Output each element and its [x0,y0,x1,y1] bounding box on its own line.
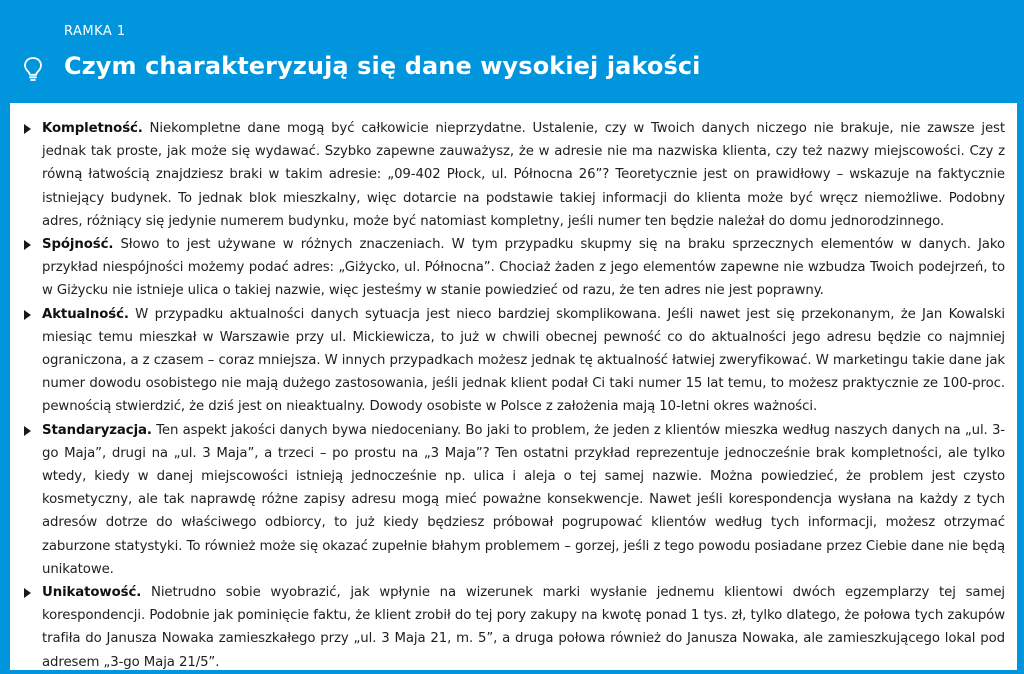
bullet-triangle-icon [24,240,31,250]
item-term: Standaryzacja. [42,422,152,438]
item-text: W przypadku aktualności danych sytuacja jest nieco bardziej skomplikowana. Jeśli nawet jest się przekonanym, że Jan Kowalski miesiąc temu mieszkał w Warszawie przy ul. Mickiewicza, to już w chwili obecnej pewność co do aktualności jego adresu będzie co najmniej ograniczona, a z czasem – coraz mniejsza. W innych przypadkach możesz jednak tę aktualność łatwiej zweryfikować. W marketingu takie dane jak numer dowodu osobistego nie mają dużego zastosowania, jeśli jednak klient podał Ci taki numer 15 lat temu, to możesz praktycznie ze 100-proc. pewnością stwierdzić, że dziś jest on nieaktualny. Dowody osobiste w Polsce z założenia mają 10-letni okres ważności. [42,306,1005,415]
list-item [24,419,1005,581]
item-term: Unikatowość. [42,585,142,601]
lightbulb-icon [22,56,44,82]
item-paragraph [42,581,1005,674]
bullet-triangle-icon [24,124,31,134]
item-term: Spójność. [42,237,114,253]
box-header [0,0,1024,100]
list-item [24,233,1005,303]
box-label: RAMKA 1 [64,24,126,39]
item-text: Słowo to jest używane w różnych znaczeniach. W tym przypadku skupmy się na braku sprzecznych elementów w danych. Jako przykład niespójności możemy podać adres: „Giżycko, ul. Północna”. Chociaż żaden z jego elementów zapewne nie wzbudza Twoich podejrzeń, to w Giżycku nie istnieje ulica o takiej nazwie, więc jesteśmy w stanie powiedzieć od razu, że ten adres nie jest poprawny. [42,237,1005,299]
item-text: Niekompletne dane mogą być całkowicie nieprzydatne. Ustalenie, czy w Twoich danych niczego nie brakuje, nie zawsze jest jednak tak proste, jak może się wydawać. Szybko zapewne zauważysz, że w adresie nie ma nazwiska klienta, czy też nazwy miejscowości. Czy z równą łatwością znajdziesz braki w takim adresie: „09-402 Płock, ul. Północna 26”? Teoretycznie jest on prawidłowy – wskazuje na faktycznie istniejący budynek. To jednak blok mieszkalny, więc dotarcie na podstawie takiej informacji do klienta może być wręcz niemożliwe. Podobny adres, różniący się jedynie numerem budynku, może być natomiast kompletny, jeśli numer ten będzie należał do domu jednorodzinnego. [42,121,1005,229]
list-item [24,117,1005,233]
item-paragraph [42,419,1005,581]
bullet-triangle-icon [24,426,31,436]
bullet-triangle-icon [24,310,31,320]
item-term: Kompletność. [42,121,143,136]
item-term: Aktualność. [42,306,129,322]
item-paragraph [42,117,1005,233]
item-text: Nietrudno sobie wyobrazić, jak wpłynie na wizerunek marki wysłanie jednemu klientowi dwóch egzemplarzy tej samej korespondencji. Podobnie jak pominięcie faktu, że klient zrobił do tej pory zakupy na kwotę ponad 1 tys. zł, tylko dlatego, że połowa tych zakupów trafiła do Janusza Nowaka zamieszkałego przy „ul. 3 Maja 21, m. 5”, a druga połowa również do Janusza Nowaka, ale zamieszkującego lokal pod adresem „3-go Maja 21/5”. [42,585,1005,670]
box-title: Czym charakteryzują się dane wysokiej jakości [64,52,701,80]
item-text: Ten aspekt jakości danych bywa niedoceniany. Bo jaki to problem, że jeden z klientów mieszka według naszych danych na „ul. 3-go Maja”, drugi na „ul. 3 Maja”, a trzeci – po prostu na „3 Maja”? Ten ostatni przykład reprezentuje jednocześnie brak kompletności, ale tylko wtedy, kiedy w danej miejscowości istnieją jednocześnie np. ulica i aleja o tej samej nazwie. Można powiedzieć, że problem jest czysto kosmetyczny, ale tak naprawdę różne zapisy adresu mogą mieć poważne konsekwencje. Nawet jeśli korespondencja wysłana na każdy z tych adresów dotrze do właściwego odbiorcy, to już kiedy będziesz próbował pogrupować klientów według tych informacji, możesz otrzymać zaburzone statystyki. To również może się okazać zupełnie błahym problemem – gorzej, jeśli z tego powodu posiadane przez Ciebie dane nie będą unikatowe. [42,422,1005,577]
item-paragraph [42,303,1005,419]
bullet-triangle-icon [24,588,31,598]
list-item [24,303,1005,419]
list-item [24,581,1005,674]
item-paragraph [42,233,1005,303]
box-content [10,103,1017,670]
